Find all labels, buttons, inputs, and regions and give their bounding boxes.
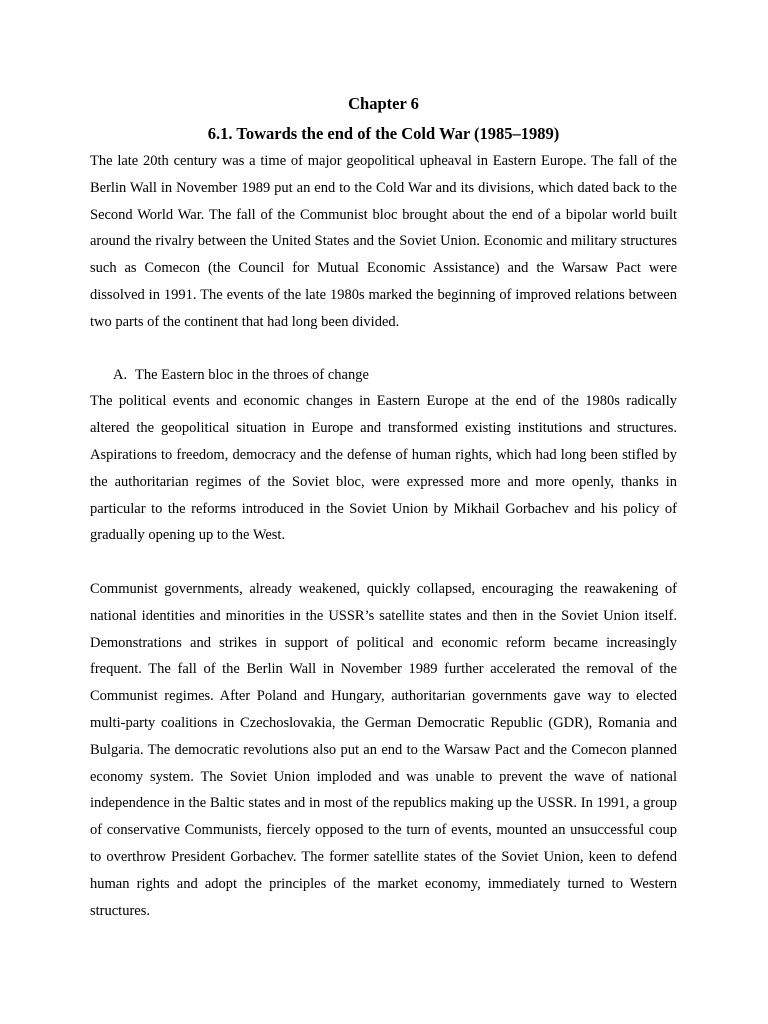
intro-paragraph: The late 20th century was a time of major geopolitical upheaval in Eastern Europe. The fall of the Berlin Wall in November 1989 put an end to the Cold War and its divisions, which dated back to the Second World War. The fall of the Communist bloc brought about the end of a bipolar world built around the rivalry between the United States and the Soviet Union. Economic and military structures such as Comecon (the Council for Mutual Economic Assistance) and the Warsaw Pact were dissolved in 1991. The events of the late 1980s marked the beginning of improved relations between two parts of the continent that had long been divided.: [90, 153, 677, 330]
section-title: 6.1. Towards the end of the Cold War (1985–1989): [207, 124, 560, 143]
subsection-title: The Eastern bloc in the throes of change: [135, 366, 369, 383]
paragraph-spacer: [90, 549, 677, 576]
chapter-heading: Chapter 6: [348, 94, 419, 113]
body-paragraph-2: The political events and economic changes in Eastern Europe at the end of the 1980s radically altered the geopolitical situation in Europe and transformed existing institutions and structures. Aspirations to freedom, democracy and the defense of human rights, which had long been stifled by the authoritarian regimes of the Soviet bloc, were expressed more and more openly, thanks in particular to the reforms introduced in the Soviet Union by Mikhail Gorbachev and his policy of gradually opening up to the West.: [90, 393, 677, 544]
document-page: [90, 92, 677, 924]
subsection-heading: [90, 362, 677, 389]
body-paragraph-3: Communist governments, already weakened, quickly collapsed, encouraging the reawakening of national identities and minorities in the USSR’s satellite states and then in the Soviet Union itself. Demonstrations and strikes in support of political and economic reform became increasingly frequent. The fall of the Berlin Wall in November 1989 further accelerated the removal of the Communist regimes. After Poland and Hungary, authoritarian governments gave way to elected multi-party coalitions in Czechoslovakia, the German Democratic Republic (GDR), Romania and Bulgaria. The democratic revolutions also put an end to the Warsaw Pact and the Comecon planned economy system. The Soviet Union imploded and was unable to prevent the wave of national independence in the Baltic states and in most of the republics making up the USSR. In 1991, a group of conservative Communists, fiercely opposed to the turn of events, mounted an unsuccessful coup to overthrow President Gorbachev. The former satellite states of the Soviet Union, keen to defend human rights and adopt the principles of the market economy, immediately turned to Western structures.: [90, 580, 677, 919]
subsection-marker: A.: [113, 366, 128, 383]
